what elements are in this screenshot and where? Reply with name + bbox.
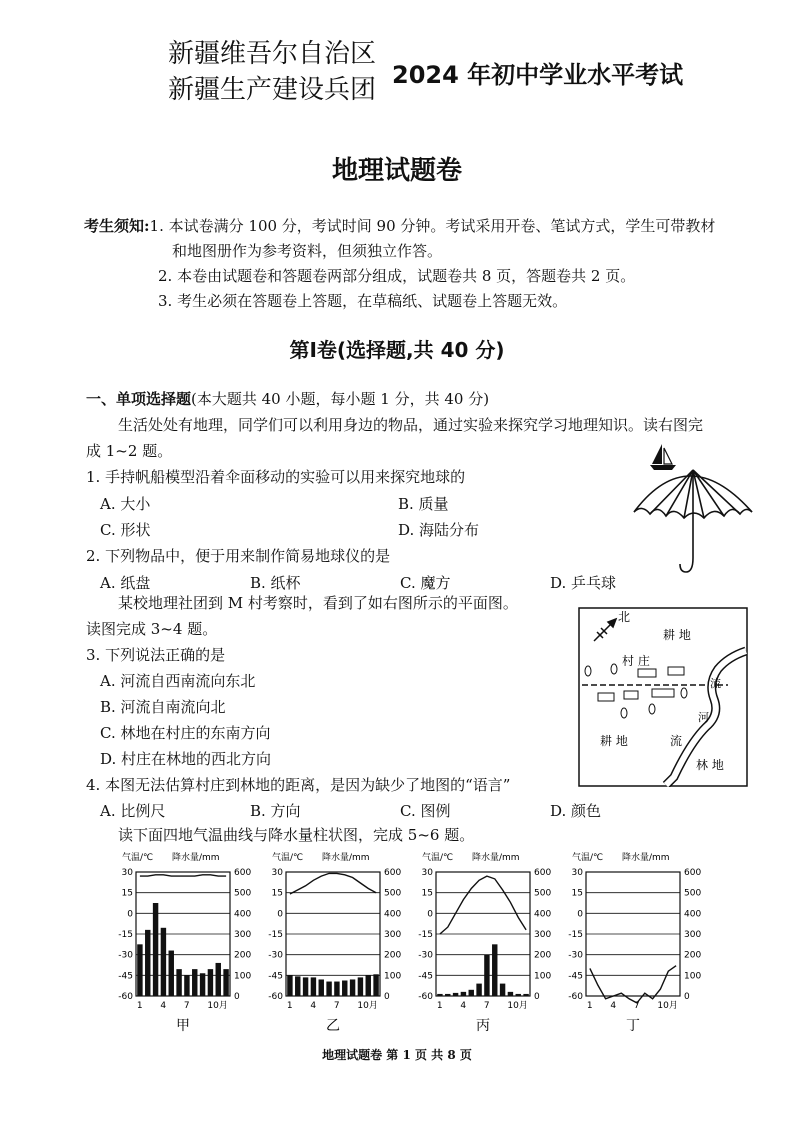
precip-tick-label: 100	[534, 971, 552, 982]
precip-tick-label: 200	[684, 950, 702, 961]
temp-tick-label: -45	[268, 971, 283, 982]
temperature-line	[590, 966, 676, 1003]
precip-tick-label: 400	[234, 909, 252, 920]
notice-item-1a: 1. 本试卷满分 100 分，考试时间 90 分钟。考试采用开卷、笔试方式，学生可带教材	[149, 217, 716, 235]
chart-name: 甲	[176, 1018, 190, 1034]
month-tick-label: 7	[633, 1001, 640, 1011]
village-label: 村 庄	[622, 654, 650, 668]
intro-q1-2-line1: 生活处处有地理，同学们可以利用身边的物品，通过实验来探究学习地理知识。读右图完	[118, 416, 704, 434]
q1-option-a: A. 大小	[100, 495, 151, 513]
part1-heading	[86, 386, 489, 412]
north-label: 北	[618, 610, 631, 624]
notice-item-3: 3. 考生必须在答题卷上答题，在草稿纸、试题卷上答题无效。	[158, 292, 568, 310]
precip-bar	[319, 979, 324, 996]
precip-bar	[492, 944, 497, 996]
precip-bar	[145, 930, 150, 996]
q4-stem: 4. 本图无法估算村庄到林地的距离，是因为缺少了地图的“语言”	[86, 776, 511, 794]
precip-bar	[334, 982, 339, 996]
precip-tick-label: 400	[534, 909, 552, 920]
month-tick-label: 4	[160, 1001, 167, 1011]
q3-stem: 3. 下列说法正确的是	[86, 646, 226, 664]
precip-bar	[469, 990, 474, 996]
q1-option-c: C. 形状	[100, 521, 151, 539]
month-tick-label: 10月	[507, 1001, 528, 1011]
q1-stem: 1. 手持帆船模型沿着伞面移动的实验可以用来探究地球的	[86, 468, 466, 486]
precip-tick-label: 0	[684, 992, 690, 1002]
precip-axis-label: 降水量/mm	[622, 853, 670, 863]
temp-axis-label: 气温/℃	[122, 853, 154, 863]
precip-bar	[295, 976, 300, 996]
month-tick-label: 1	[136, 1001, 143, 1011]
q4-option-a: A. 比例尺	[100, 802, 166, 820]
intro-q3-4-line2: 读图完成 3~4 题。	[86, 620, 218, 638]
precip-bar	[358, 977, 363, 996]
precip-bar	[523, 994, 528, 996]
precip-bar	[216, 963, 221, 996]
temp-tick-label: -15	[118, 930, 133, 940]
month-tick-label: 4	[460, 1001, 467, 1011]
climate-chart-jia	[112, 846, 262, 1036]
q2-option-d: D. 乒乓球	[550, 574, 617, 592]
precip-bar	[484, 955, 489, 996]
month-tick-label: 1	[586, 1001, 593, 1011]
precip-tick-label: 500	[684, 888, 702, 899]
precip-tick-label: 0	[234, 992, 240, 1002]
precip-tick-label: 100	[684, 971, 702, 982]
temp-tick-label: 0	[277, 909, 283, 920]
chart-name: 丙	[476, 1018, 490, 1034]
q2-option-a: A. 纸盘	[100, 574, 151, 592]
climate-chart-bing	[412, 846, 562, 1036]
precip-bar	[208, 969, 213, 996]
q3-option-a: A. 河流自西南流向东北	[100, 672, 256, 690]
umbrella-icon	[634, 470, 752, 572]
umbrella-sailboat-figure	[628, 440, 758, 580]
temp-axis-label: 气温/℃	[572, 853, 604, 863]
notice-item-1b: 和地图册作为参考资料，但须独立作答。	[172, 242, 443, 260]
precip-tick-label: 300	[534, 930, 552, 940]
q2-option-c: C. 魔方	[400, 574, 451, 592]
chart-name: 乙	[326, 1018, 340, 1034]
precip-bar	[508, 992, 513, 996]
temp-axis-label: 气温/℃	[272, 853, 304, 863]
precip-tick-label: 600	[384, 868, 402, 878]
section-title: 第Ⅰ卷(选择题,共 40 分)	[289, 338, 505, 362]
precip-bar	[184, 975, 189, 996]
q2-option-b: B. 纸杯	[250, 574, 301, 592]
month-tick-label: 10月	[657, 1001, 678, 1011]
precip-bar	[453, 993, 458, 996]
precip-bar	[287, 975, 292, 996]
month-tick-label: 7	[483, 1001, 490, 1011]
precip-bar	[461, 992, 466, 996]
month-tick-label: 10月	[207, 1001, 228, 1011]
precip-tick-label: 500	[384, 888, 402, 899]
temperature-line	[440, 876, 526, 934]
precip-bar	[342, 981, 347, 997]
temp-tick-label: -45	[568, 971, 583, 982]
precip-tick-label: 200	[534, 950, 552, 961]
precip-tick-label: 600	[684, 868, 702, 878]
month-tick-label: 1	[436, 1001, 443, 1011]
temp-axis-label: 气温/℃	[422, 853, 454, 863]
temp-tick-label: 0	[127, 909, 133, 920]
sailboat-icon	[650, 444, 676, 470]
temp-tick-label: 15	[271, 888, 283, 899]
q1-option-b: B. 质量	[398, 495, 449, 513]
temp-tick-label: -30	[118, 950, 133, 961]
precip-tick-label: 600	[234, 868, 252, 878]
month-tick-label: 4	[610, 1001, 617, 1011]
climate-chart-yi	[262, 846, 412, 1036]
precip-bar	[350, 979, 355, 996]
month-tick-label: 10月	[357, 1001, 378, 1011]
q1-option-d: D. 海陆分布	[398, 521, 480, 539]
q4-option-c: C. 图例	[400, 802, 451, 820]
precip-bar	[153, 903, 158, 996]
q3-option-d: D. 村庄在林地的西北方向	[100, 750, 272, 768]
exam-notice	[84, 214, 764, 314]
river-label: 河	[698, 711, 709, 724]
precip-axis-label: 降水量/mm	[472, 853, 520, 863]
region-line2: 新疆生产建设兵团	[168, 75, 377, 105]
precip-tick-label: 200	[234, 950, 252, 961]
temp-tick-label: 15	[121, 888, 133, 899]
precip-tick-label: 300	[684, 930, 702, 940]
temp-tick-label: -60	[118, 992, 133, 1002]
precip-bar	[137, 944, 142, 996]
precip-bar	[161, 928, 166, 996]
precip-bar	[326, 982, 331, 996]
month-tick-label: 4	[310, 1001, 317, 1011]
precip-tick-label: 0	[534, 992, 540, 1002]
q4-option-d: D. 颜色	[550, 802, 602, 820]
temp-tick-label: -60	[568, 992, 583, 1002]
precip-tick-label: 300	[384, 930, 402, 940]
temp-tick-label: 30	[121, 868, 133, 878]
notice-item-2: 2. 本卷由试题卷和答题卷两部分组成，试题卷共 8 页，答题卷共 2 页。	[158, 267, 636, 285]
temp-tick-label: -30	[568, 950, 583, 961]
village-plan-map	[578, 607, 748, 787]
precip-bar	[311, 977, 316, 996]
q3-option-b: B. 河流自南流向北	[100, 698, 226, 716]
forest-label: 林 地	[696, 758, 724, 772]
precip-bar	[437, 994, 442, 996]
chart-name: 丁	[626, 1018, 640, 1034]
farmland-label-2: 耕 地	[600, 734, 628, 748]
month-tick-label: 7	[333, 1001, 340, 1011]
region-line1: 新疆维吾尔自治区	[168, 39, 377, 69]
month-tick-label: 7	[183, 1001, 190, 1011]
temp-tick-label: -15	[268, 930, 283, 940]
precip-bar	[516, 994, 521, 996]
paper-title: 地理试题卷	[331, 156, 462, 186]
precip-tick-label: 500	[234, 888, 252, 899]
notice-label: 考生须知:	[84, 217, 150, 235]
temperature-line	[290, 873, 376, 894]
precip-bar	[373, 974, 378, 996]
q2-stem: 2. 下列物品中，便于用来制作简易地球仪的是	[86, 547, 391, 565]
precip-tick-label: 400	[384, 909, 402, 920]
climate-chart-ding	[562, 846, 712, 1036]
temp-tick-label: -45	[118, 971, 133, 982]
month-tick-label: 1	[286, 1001, 293, 1011]
temperature-line	[140, 875, 226, 876]
precip-bar	[200, 973, 205, 996]
precip-axis-label: 降水量/mm	[322, 853, 370, 863]
exam-title: 2024 年初中学业水平考试	[392, 61, 684, 89]
farmland-label-1: 耕 地	[663, 628, 691, 642]
precip-bar	[366, 975, 371, 996]
precip-bar	[176, 969, 181, 996]
temp-tick-label: -30	[418, 950, 433, 961]
precip-tick-label: 200	[384, 950, 402, 961]
flow-label-top: 流	[710, 677, 721, 690]
part1-heading-rest: (本大题共 40 小题，每小题 1 分，共 40 分)	[191, 390, 490, 408]
precip-tick-label: 500	[534, 888, 552, 899]
precip-bar	[192, 969, 197, 996]
temp-tick-label: 15	[421, 888, 433, 899]
precip-tick-label: 100	[234, 971, 252, 982]
part1-heading-bold: 一、单项选择题	[86, 390, 192, 408]
temp-tick-label: 0	[577, 909, 583, 920]
temp-tick-label: -60	[418, 992, 433, 1002]
temp-tick-label: -30	[268, 950, 283, 961]
intro-q5-6: 读下面四地气温曲线与降水量柱状图，完成 5~6 题。	[118, 826, 475, 844]
q3-option-c: C. 林地在村庄的东南方向	[100, 724, 271, 742]
precip-tick-label: 600	[534, 868, 552, 878]
temp-tick-label: -15	[418, 930, 433, 940]
temp-tick-label: 0	[427, 909, 433, 920]
precip-bar	[476, 984, 481, 996]
q4-option-b: B. 方向	[250, 802, 301, 820]
precip-bar	[303, 977, 308, 996]
page-footer: 地理试题卷 第 1 页 共 8 页	[322, 1048, 472, 1062]
flow-label: 流	[670, 734, 683, 748]
temp-tick-label: -45	[418, 971, 433, 982]
precip-bar	[223, 969, 228, 996]
intro-q3-4-line1: 某校地理社团到 M 村考察时，看到了如右图所示的平面图。	[118, 594, 518, 612]
precip-tick-label: 0	[384, 992, 390, 1002]
temp-tick-label: 30	[421, 868, 433, 878]
temp-tick-label: 15	[571, 888, 583, 899]
region-header	[168, 36, 376, 108]
precip-bar	[500, 984, 505, 996]
temp-tick-label: 30	[571, 868, 583, 878]
precip-axis-label: 降水量/mm	[172, 853, 220, 863]
precip-tick-label: 100	[384, 971, 402, 982]
temp-tick-label: -60	[268, 992, 283, 1002]
precip-bar	[445, 994, 450, 996]
temp-tick-label: 30	[271, 868, 283, 878]
precip-bar	[169, 951, 174, 996]
intro-q1-2-line2: 成 1~2 题。	[86, 442, 173, 460]
precip-tick-label: 300	[234, 930, 252, 940]
temp-tick-label: -15	[568, 930, 583, 940]
precip-tick-label: 400	[684, 909, 702, 920]
